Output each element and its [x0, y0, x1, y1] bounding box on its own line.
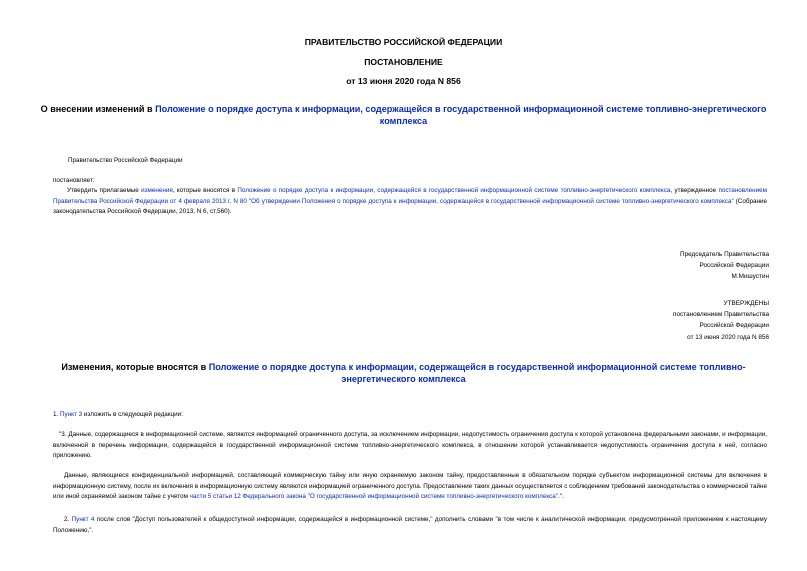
preamble-text-a: Утвердить прилагаемые	[67, 187, 142, 194]
signature-block	[680, 249, 769, 283]
item-1-text: изложить в следующей редакции:	[82, 411, 183, 418]
changes-link[interactable]: изменения	[141, 187, 173, 194]
preamble-text-b: , которые вносятся в	[172, 187, 238, 194]
title-prefix: О внесении изменений в	[40, 104, 156, 114]
quote-2-text-a: Данные, являющиеся конфиденциальной информацией, составляющей коммерческую тайну или иную охраняемую законом тайну, предоставленные в обязательном порядке субъектом информационной системы для включения в информационную систему, после их включения в информационную систему являются информацией ограниченного доступа. Предоставление таких данных осуществляется с соблюдением требований законодательства о коммерческой тайне или иной охраняемой законом тайне с учетом	[53, 472, 767, 500]
item-1	[53, 410, 183, 421]
document-title	[40, 103, 767, 127]
item-2-link[interactable]: Пункт 4	[71, 516, 95, 523]
government-name: ПРАВИТЕЛЬСТВО РОССИЙСКОЙ ФЕДЕРАЦИИ	[304, 37, 503, 47]
signature-line3: М.Мишустин	[731, 273, 769, 281]
changes-title	[60, 361, 747, 385]
approved-line1: УТВЕРЖДЕНЫ	[723, 300, 769, 307]
item-2-number: 2.	[64, 516, 72, 523]
approved-line3: Российской Федерации	[699, 322, 769, 330]
federal-law-link[interactable]: части 5 статьи 12 Федерального закона "О государственной информационной системе топливно-энергетического комплекса"	[189, 493, 559, 500]
preamble-paragraph	[53, 186, 767, 218]
approved-block	[673, 298, 769, 343]
changes-title-link[interactable]: Положение о порядке доступа к информации, содержащейся в государственной информационной системе топливно-энергетического комплекса	[208, 362, 746, 384]
item-1-link[interactable]: Пункт 3	[60, 411, 83, 418]
preamble-line2: постановляет:	[53, 177, 95, 184]
document-type: ПОСТАНОВЛЕНИЕ	[364, 57, 443, 67]
quote-paragraph-1: "3. Данные, содержащиеся в информационной системе, являются информацией ограниченного доступа, за исключением информации, недопустимость ограничения доступа к которой установлена федеральными законами, и информации, включенной в перечень информации, содержащейся в государственной информационной системе топливно-энергетического комплекса, в отношении которой устанавливается недопустимость ограничения доступа к ней, согласно приложению.	[53, 431, 767, 459]
quote-paragraph-2	[53, 471, 767, 503]
title-link[interactable]: Положение о порядке доступа к информации, содержащейся в государственной информационной системе топливно-энергетического комплекса	[155, 104, 767, 126]
quote-2-text-b: .".	[558, 493, 564, 500]
preamble-text-c: , утвержденное	[670, 187, 719, 194]
approved-line2: постановлением Правительства	[673, 311, 769, 319]
preamble-line1: Правительство Российской Федерации	[68, 157, 183, 164]
changes-title-prefix: Изменения, которые вносятся в	[61, 362, 209, 372]
signature-line1: Председатель Правительства	[680, 251, 769, 258]
regulation-link[interactable]: Положение о порядке доступа к информации, содержащейся в государственной информационной системе топливно-энергетического комплекса	[237, 187, 671, 194]
approved-line4: от 13 июня 2020 года N 856	[687, 333, 769, 341]
decree-80-link[interactable]: постановлением Правительства Российской Федерации от 4 февраля 2013 г. N 80 "Об утверждении Положения о порядке доступа к информации, содержащейся в государственной информационной системе топливно-энергетического комплекса"	[53, 187, 767, 205]
signature-line2: Российской Федерации	[699, 262, 769, 270]
item-2-text: после слов "Доступ пользователей к общедоступной информации, содержащейся в информационной системе," дополнить словами "в том числе к аналитической информации, предусмотренной приложением к настоящему Положению,".	[53, 516, 767, 534]
item-2	[53, 515, 767, 536]
preamble-text-d: (Собрание законодательства Российской Федерации, 2013, N 6, ст.560).	[53, 197, 767, 215]
item-1-number: 1.	[53, 411, 61, 418]
document-date: от 13 июня 2020 года N 856	[346, 76, 461, 86]
